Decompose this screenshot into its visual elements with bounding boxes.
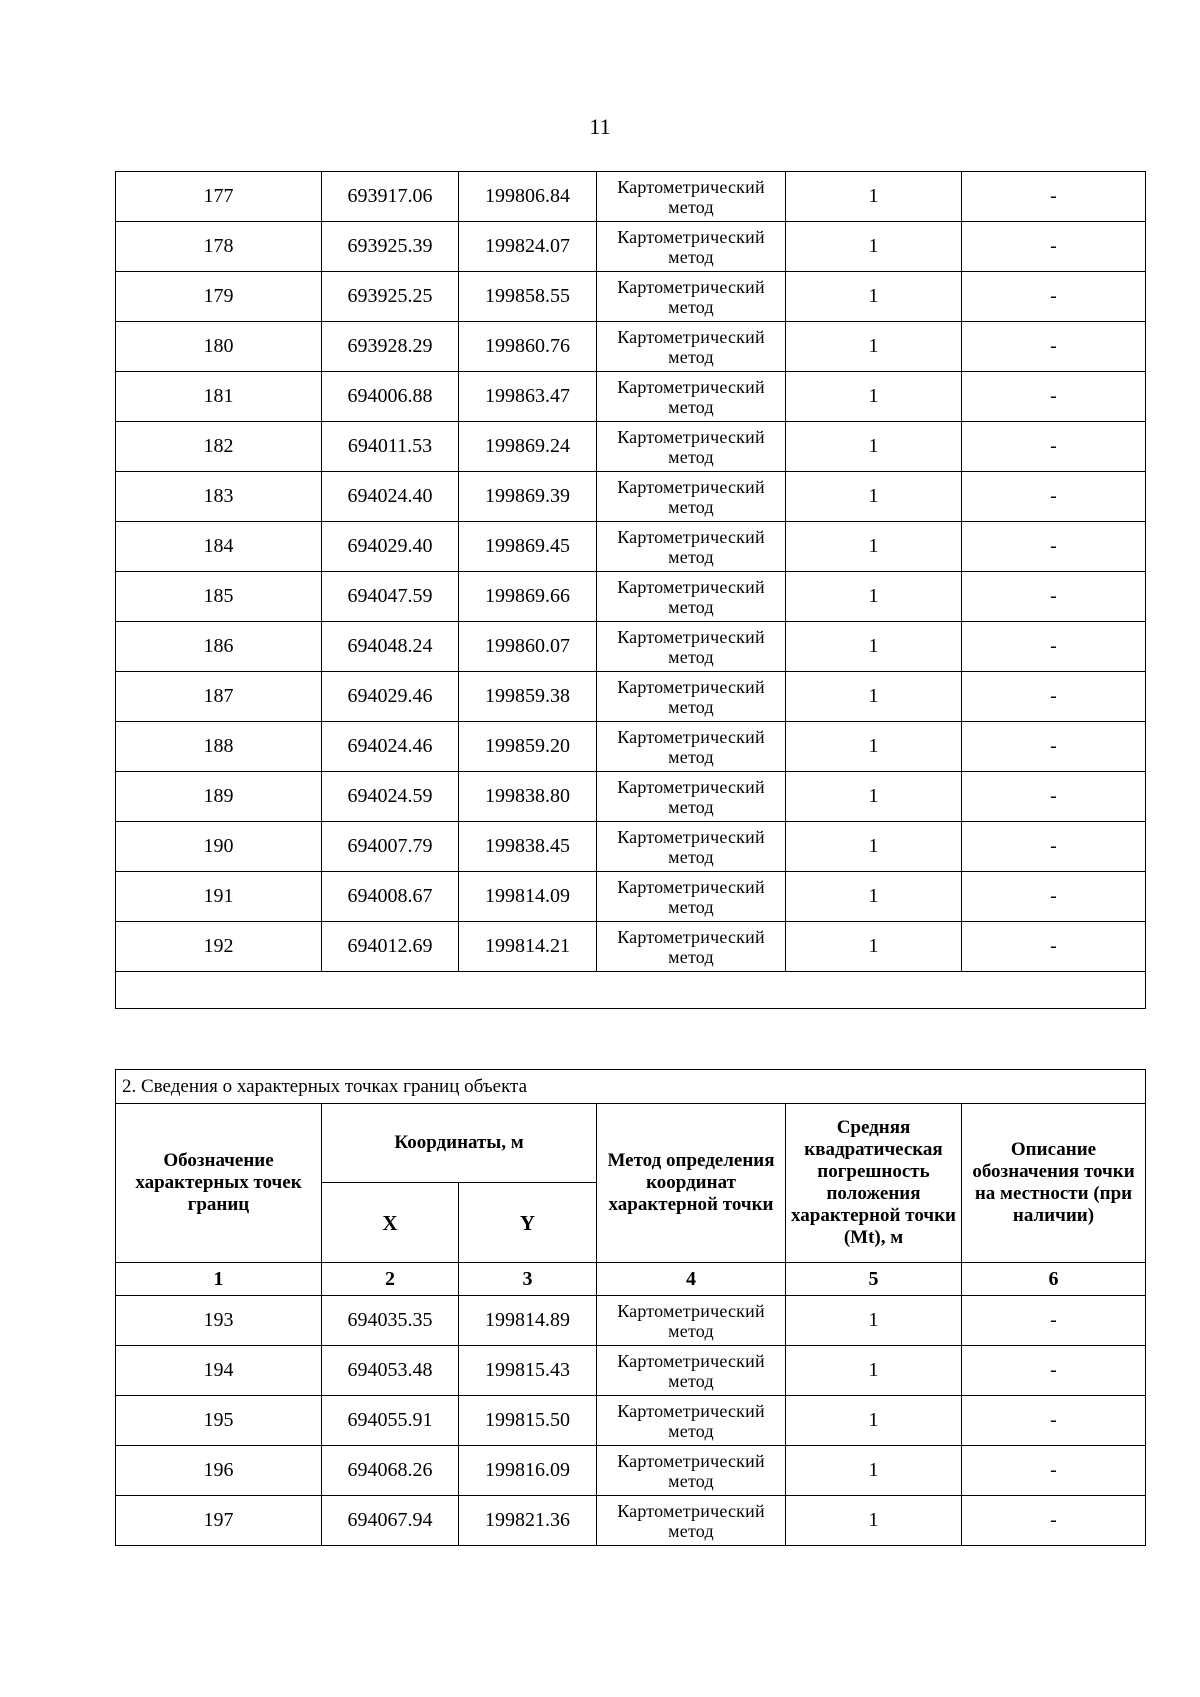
description: - — [962, 622, 1146, 672]
description: - — [962, 872, 1146, 922]
point-number: 183 — [116, 472, 322, 522]
method-cell: Картометрический метод — [597, 922, 786, 972]
description: - — [962, 322, 1146, 372]
coordinate-y: 199859.38 — [459, 672, 597, 722]
header-y: Y — [459, 1183, 597, 1263]
mean-error: 1 — [786, 1446, 962, 1496]
coordinate-x: 694007.79 — [322, 822, 459, 872]
mean-error: 1 — [786, 372, 962, 422]
column-number: 3 — [459, 1263, 597, 1296]
method-cell: Картометрический метод — [597, 222, 786, 272]
point-number: 190 — [116, 822, 322, 872]
section-title: 2. Сведения о характерных точках границ объекта — [116, 1070, 1146, 1104]
coordinate-x: 694029.46 — [322, 672, 459, 722]
header-row — [116, 1104, 1146, 1183]
header-method: Метод определения координат характерной точки — [597, 1104, 786, 1263]
mean-error: 1 — [786, 922, 962, 972]
coordinates-table-body — [116, 172, 1146, 1009]
point-number: 182 — [116, 422, 322, 472]
description: - — [962, 222, 1146, 272]
point-number: 178 — [116, 222, 322, 272]
method-cell: Картометрический метод — [597, 872, 786, 922]
coordinate-y: 199858.55 — [459, 272, 597, 322]
point-number: 180 — [116, 322, 322, 372]
boundary-points-table — [115, 1069, 1146, 1546]
method-cell: Картометрический метод — [597, 1296, 786, 1346]
coordinate-y: 199869.24 — [459, 422, 597, 472]
method-cell: Картометрический метод — [597, 1446, 786, 1496]
coordinate-x: 693925.25 — [322, 272, 459, 322]
column-number-row — [116, 1263, 1146, 1296]
method-cell: Картометрический метод — [597, 422, 786, 472]
point-number: 197 — [116, 1496, 322, 1546]
coordinate-y: 199869.39 — [459, 472, 597, 522]
description: - — [962, 272, 1146, 322]
point-number: 187 — [116, 672, 322, 722]
coordinate-y: 199815.43 — [459, 1346, 597, 1396]
table-row — [116, 272, 1146, 322]
description: - — [962, 422, 1146, 472]
header-mean-error: Средняя квадратическая погрешность положения характерной точки (Mt), м — [786, 1104, 962, 1263]
table-row — [116, 572, 1146, 622]
table-row — [116, 1346, 1146, 1396]
column-number: 4 — [597, 1263, 786, 1296]
point-number: 191 — [116, 872, 322, 922]
coordinate-x: 694024.59 — [322, 772, 459, 822]
table-row — [116, 772, 1146, 822]
coordinate-x: 694048.24 — [322, 622, 459, 672]
mean-error: 1 — [786, 672, 962, 722]
mean-error: 1 — [786, 1346, 962, 1396]
point-number: 192 — [116, 922, 322, 972]
description: - — [962, 572, 1146, 622]
empty-row — [116, 972, 1146, 1009]
point-number: 189 — [116, 772, 322, 822]
column-number: 1 — [116, 1263, 322, 1296]
method-cell: Картометрический метод — [597, 722, 786, 772]
mean-error: 1 — [786, 1496, 962, 1546]
method-cell: Картометрический метод — [597, 1496, 786, 1546]
mean-error: 1 — [786, 322, 962, 372]
method-cell: Картометрический метод — [597, 622, 786, 672]
coordinate-y: 199824.07 — [459, 222, 597, 272]
coordinate-y: 199816.09 — [459, 1446, 597, 1496]
method-cell: Картометрический метод — [597, 172, 786, 222]
section-title-row — [116, 1070, 1146, 1104]
coordinate-x: 694055.91 — [322, 1396, 459, 1446]
coordinate-x: 694006.88 — [322, 372, 459, 422]
table-row — [116, 872, 1146, 922]
coordinate-y: 199815.50 — [459, 1396, 597, 1446]
table-row — [116, 372, 1146, 422]
method-cell: Картометрический метод — [597, 672, 786, 722]
table-row — [116, 672, 1146, 722]
coordinate-x: 694047.59 — [322, 572, 459, 622]
table-row — [116, 922, 1146, 972]
method-cell: Картометрический метод — [597, 522, 786, 572]
mean-error: 1 — [786, 472, 962, 522]
description: - — [962, 472, 1146, 522]
method-cell: Картометрический метод — [597, 322, 786, 372]
method-cell: Картометрический метод — [597, 1396, 786, 1446]
description: - — [962, 1346, 1146, 1396]
coordinate-x: 694035.35 — [322, 1296, 459, 1346]
description: - — [962, 372, 1146, 422]
method-cell: Картометрический метод — [597, 372, 786, 422]
coordinate-x: 693925.39 — [322, 222, 459, 272]
point-number: 184 — [116, 522, 322, 572]
mean-error: 1 — [786, 572, 962, 622]
point-number: 177 — [116, 172, 322, 222]
page-number: 11 — [589, 114, 611, 139]
table-row — [116, 1396, 1146, 1446]
point-number: 194 — [116, 1346, 322, 1396]
coordinate-y: 199869.45 — [459, 522, 597, 572]
coordinate-x: 694053.48 — [322, 1346, 459, 1396]
table-row — [116, 1296, 1146, 1346]
coordinate-y: 199814.09 — [459, 872, 597, 922]
method-cell: Картометрический метод — [597, 572, 786, 622]
table-row — [116, 1446, 1146, 1496]
point-number: 193 — [116, 1296, 322, 1346]
mean-error: 1 — [786, 622, 962, 672]
table-row — [116, 422, 1146, 472]
point-number: 188 — [116, 722, 322, 772]
coordinate-y: 199814.21 — [459, 922, 597, 972]
coordinate-y: 199869.66 — [459, 572, 597, 622]
method-cell: Картометрический метод — [597, 272, 786, 322]
mean-error: 1 — [786, 272, 962, 322]
coordinate-x: 693917.06 — [322, 172, 459, 222]
description: - — [962, 522, 1146, 572]
table-row — [116, 822, 1146, 872]
coordinate-y: 199860.07 — [459, 622, 597, 672]
table-row — [116, 472, 1146, 522]
description: - — [962, 772, 1146, 822]
coordinate-x: 694024.40 — [322, 472, 459, 522]
mean-error: 1 — [786, 722, 962, 772]
coordinate-x: 694011.53 — [322, 422, 459, 472]
description: - — [962, 922, 1146, 972]
table-row — [116, 1496, 1146, 1546]
empty-cell — [116, 972, 1146, 1009]
description: - — [962, 1296, 1146, 1346]
mean-error: 1 — [786, 422, 962, 472]
coordinate-y: 199860.76 — [459, 322, 597, 372]
method-cell: Картометрический метод — [597, 1346, 786, 1396]
column-number: 5 — [786, 1263, 962, 1296]
description: - — [962, 1446, 1146, 1496]
coordinate-x: 694024.46 — [322, 722, 459, 772]
description: - — [962, 722, 1146, 772]
mean-error: 1 — [786, 172, 962, 222]
coordinate-y: 199863.47 — [459, 372, 597, 422]
header-point-designation: Обозначение характерных точек границ — [116, 1104, 322, 1263]
coordinate-y: 199859.20 — [459, 722, 597, 772]
coordinates-table-continued — [115, 171, 1146, 1009]
coordinate-y: 199838.80 — [459, 772, 597, 822]
boundary-points-table-body — [116, 1296, 1146, 1546]
table-row — [116, 222, 1146, 272]
point-number: 179 — [116, 272, 322, 322]
description: - — [962, 172, 1146, 222]
coordinate-x: 694068.26 — [322, 1446, 459, 1496]
header-description: Описание обозначения точки на местности (при наличии) — [962, 1104, 1146, 1263]
table-row — [116, 622, 1146, 672]
coordinate-x: 694012.69 — [322, 922, 459, 972]
mean-error: 1 — [786, 872, 962, 922]
mean-error: 1 — [786, 772, 962, 822]
mean-error: 1 — [786, 1296, 962, 1346]
table-row — [116, 522, 1146, 572]
table-row — [116, 172, 1146, 222]
coordinate-x: 694067.94 — [322, 1496, 459, 1546]
description: - — [962, 1396, 1146, 1446]
coordinate-x: 694029.40 — [322, 522, 459, 572]
coordinate-y: 199814.89 — [459, 1296, 597, 1346]
method-cell: Картометрический метод — [597, 772, 786, 822]
coordinate-y: 199838.45 — [459, 822, 597, 872]
column-number: 6 — [962, 1263, 1146, 1296]
header-coordinates: Координаты, м — [322, 1104, 597, 1183]
coordinate-y: 199806.84 — [459, 172, 597, 222]
method-cell: Картометрический метод — [597, 822, 786, 872]
mean-error: 1 — [786, 1396, 962, 1446]
description: - — [962, 672, 1146, 722]
coordinate-y: 199821.36 — [459, 1496, 597, 1546]
coordinate-x: 693928.29 — [322, 322, 459, 372]
point-number: 185 — [116, 572, 322, 622]
point-number: 195 — [116, 1396, 322, 1446]
description: - — [962, 1496, 1146, 1546]
point-number: 196 — [116, 1446, 322, 1496]
point-number: 181 — [116, 372, 322, 422]
table-row — [116, 722, 1146, 772]
coordinate-x: 694008.67 — [322, 872, 459, 922]
method-cell: Картометрический метод — [597, 472, 786, 522]
description: - — [962, 822, 1146, 872]
mean-error: 1 — [786, 822, 962, 872]
table-row — [116, 322, 1146, 372]
point-number: 186 — [116, 622, 322, 672]
header-x: X — [322, 1183, 459, 1263]
mean-error: 1 — [786, 222, 962, 272]
mean-error: 1 — [786, 522, 962, 572]
column-number: 2 — [322, 1263, 459, 1296]
